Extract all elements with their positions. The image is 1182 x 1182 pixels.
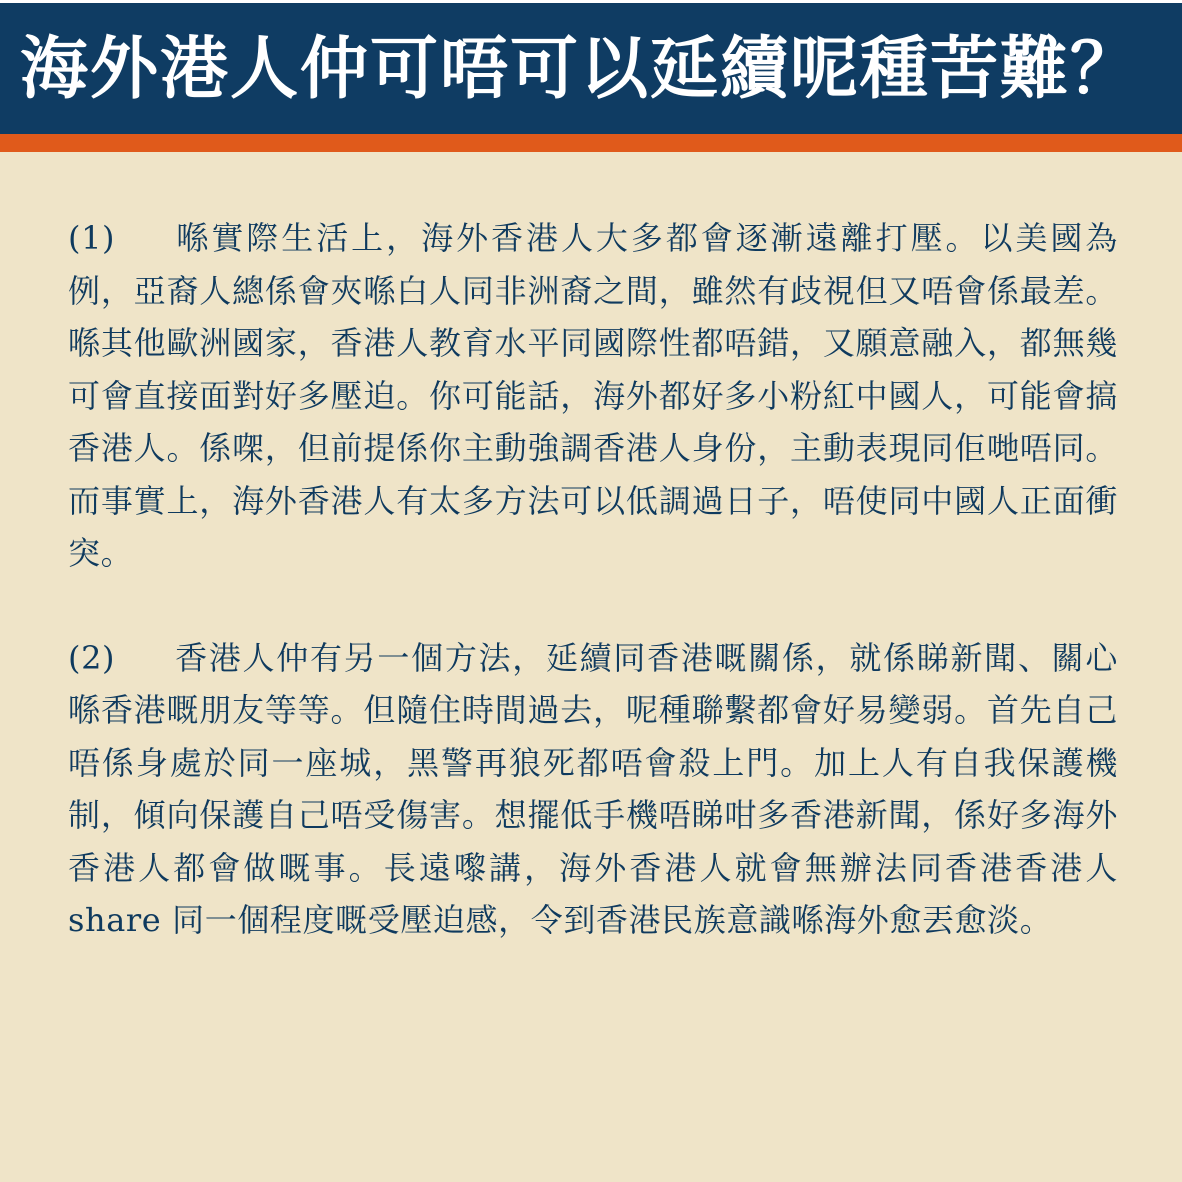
- paragraph-number: (1): [68, 219, 116, 257]
- paragraph-text: 喺實際生活上，海外香港人大多都會逐漸遠離打壓。以美國為例，亞裔人總係會夾喺白人同非洲裔之間，雖然有歧視但又唔會係最差。喺其他歐洲國家，香港人教育水平同國際性都唔錯，又願意融入，都無幾可會直接面對好多壓迫。你可能話，海外都好多小粉紅中國人，可能會搞香港人。係㗎，但前提係你主動強調香港人身份，主動表現同佢哋唔同。而事實上，海外香港人有太多方法可以低調過日子，唔使同中國人正面衝突。: [68, 219, 1118, 572]
- paragraph-2: [68, 632, 1118, 947]
- paragraph-1: [68, 212, 1118, 580]
- article-body: [68, 212, 1118, 947]
- paragraph-number: (2): [68, 638, 116, 677]
- paragraph-text: 香港人仲有另一個方法，延續同香港嘅關係，就係睇新聞、關心喺香港嘅朋友等等。但隨住時間過去，呢種聯繫都會好易變弱。首先自己唔係身處於同一座城，黑警再狼死都唔會殺上門。加上人有自我保護機制，傾向保護自己唔受傷害。想擺低手機唔睇咁多香港新聞，係好多海外香港人都會做嘅事。長遠嚟講，海外香港人就會無辦法同香港香港人 share 同一個程度嘅受壓迫感，令到香港民族意識喺海外愈丟愈淡。: [68, 638, 1118, 939]
- page-title: 海外港人仲可唔可以延續呢種苦難？: [20, 29, 1141, 109]
- accent-stripe: [0, 134, 1182, 152]
- title-banner: [0, 0, 1182, 134]
